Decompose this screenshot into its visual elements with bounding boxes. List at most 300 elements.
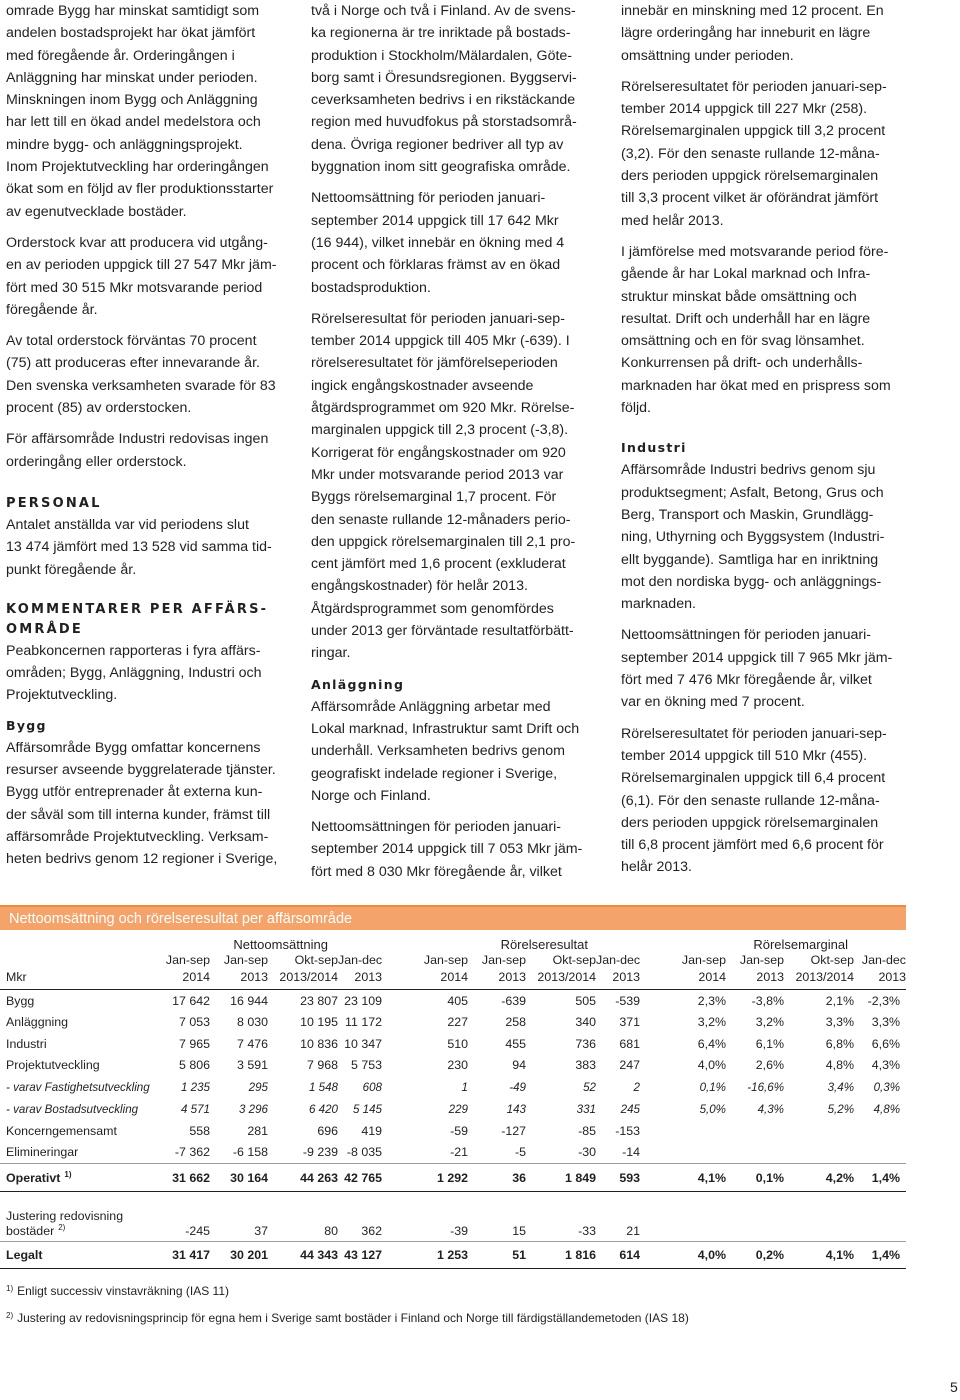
table-cell: 52 [583, 1080, 596, 1094]
table-cell: 558 [189, 1123, 210, 1138]
text-line: dena. Övriga regioner bedriver all typ av [311, 136, 564, 153]
data-table [0, 930, 906, 1269]
text-line: Av total orderstock förväntas 70 procent [6, 333, 257, 350]
paragraph [621, 241, 906, 419]
text-line: fört med 8 030 Mkr föregående år, vilket [311, 863, 562, 880]
table-cell: 7 476 [236, 1036, 268, 1051]
table-cell: 143 [506, 1102, 526, 1116]
table-row [0, 1242, 906, 1269]
text-line: ning, Uthyrning och Byggsystem (Industri- [621, 529, 885, 546]
table-cell: 43 127 [338, 1242, 394, 1269]
table-cell: 2,6% [755, 1058, 784, 1073]
table-cell: 1 [461, 1080, 468, 1094]
paragraph [621, 459, 906, 615]
text-line: Nettoomsättningen för perioden januari- [311, 819, 562, 836]
table-cell: -9 239 [268, 1142, 338, 1164]
table-cell: -16,6% [747, 1080, 784, 1094]
table-row [0, 1192, 906, 1242]
heading-kommentarer [6, 600, 284, 640]
text-line: av egenutvecklade bostäder. [6, 203, 187, 220]
row-label: Justering redovisning bostäder $^{2)}$ [6, 1208, 124, 1238]
table-cell: -49 [509, 1080, 526, 1094]
text-line: föregående år. [6, 301, 98, 318]
table-cell: 5 145 [352, 1102, 382, 1116]
column-header: Okt-sep 2013/2014 [795, 953, 855, 984]
table-row [0, 990, 906, 1012]
table-cell: 5,0% [699, 1102, 726, 1116]
table-cell: 383 [575, 1058, 596, 1073]
column-header: Okt-sep 2013/2014 [537, 953, 596, 984]
table-cell: 681 [619, 1036, 640, 1051]
table-row [0, 1055, 906, 1077]
text-line: resurser avseende byggrelaterade tjänster. [6, 762, 276, 779]
table-cell: 4,8% [873, 1102, 901, 1116]
table-cell: 362 [361, 1224, 382, 1238]
table-cell: 5 806 [178, 1058, 210, 1073]
table-cell: 6 420 [308, 1102, 338, 1116]
table-cell: 3,2% [755, 1015, 784, 1030]
table-cell [726, 1120, 784, 1142]
text-line: Affärsområde Anläggning arbetar med [311, 698, 551, 715]
text-line: Korrigerat för engångskostnader om 920 [311, 444, 566, 461]
text-line: Antalet anställda var vid periodens slut [6, 516, 249, 533]
text-line: ingick engångskostnader avseende [311, 377, 534, 394]
table-cell: 593 [596, 1164, 652, 1192]
table-cell [784, 1142, 854, 1164]
table-cell: 258 [505, 1015, 526, 1030]
table-row [0, 1076, 906, 1098]
table-cell: 5 753 [350, 1058, 382, 1073]
row-label: - varav Fastighetsutveckling [6, 1080, 150, 1094]
table-cell: 0,2% [726, 1242, 784, 1269]
text-line: byggnation inom sitt geografiska område. [311, 159, 571, 176]
table-cell: 8 030 [236, 1015, 268, 1030]
text-line: mot den nordiska bygg- och anläggnings- [621, 573, 882, 590]
text-line: (6,1). För den senaste rullande 12-måna- [621, 792, 880, 809]
text-line: ka regionerna är tre inriktade på bostads- [311, 25, 571, 42]
text-line: Åtgärdsprogrammet som genomfördes [311, 600, 554, 617]
table-cell: -30 [526, 1142, 596, 1164]
table-cell: 2,1% [825, 993, 855, 1008]
text-line: mindre bygg- och anläggningsprojekt. [6, 136, 243, 153]
text-line: gående år har Lokal marknad och Infra- [621, 266, 871, 283]
text-line: har lett till en ökad andel medelstora och [6, 114, 261, 131]
table-cell: 7 968 [306, 1058, 338, 1073]
table-cell: 7 053 [178, 1015, 210, 1030]
paragraph [621, 76, 906, 232]
table-cell: 30 201 [210, 1242, 268, 1269]
text-line: procent och förklaras främst av en ökad [311, 257, 561, 274]
table-cell: 31 417 [152, 1242, 210, 1269]
table-cell: -5 [468, 1142, 526, 1164]
paragraph [311, 308, 594, 665]
table-cell: -8 035 [338, 1142, 394, 1164]
text-line: två i Norge och två i Finland. Av de svens- [311, 3, 576, 19]
table-cell [854, 1142, 906, 1164]
text-line: med helår 2013. [621, 212, 724, 229]
table-cell: 42 765 [338, 1164, 394, 1192]
column-header-mkr: Mkr [6, 970, 27, 984]
paragraph [6, 640, 284, 707]
table-cell: 245 [620, 1102, 640, 1116]
text-line: (16 944), vilket innebär en ökning med 4 [311, 234, 565, 251]
table-cell [726, 1142, 784, 1164]
table-row [0, 1012, 906, 1034]
text-line: andelen bostadsprojekt har ökat jämfört [6, 25, 256, 42]
table-cell: -539 [615, 993, 640, 1008]
paragraph [6, 330, 284, 419]
text-line: 13 474 jämfört med 13 528 vid samma tid- [6, 539, 272, 556]
table-cell: 4,3% [871, 1058, 901, 1073]
footnote: $^{2)}$ Justering av redovisningsprincip för egna hem i Sverige samt bostäder i Finland och Norge till färdigställandemetoden (IAS 18) [6, 1311, 689, 1325]
text-line: den senaste rullande 12-månaders perio- [311, 511, 571, 528]
text-line: tember 2014 uppgick till 227 Mkr (258). [621, 101, 868, 118]
table-cell: 10 195 [300, 1015, 338, 1030]
paragraph [6, 514, 284, 581]
paragraph [621, 624, 906, 713]
table-cell: 4,1% [652, 1164, 726, 1192]
text-line: borg samt i Öresundsregionen. Byggservi- [311, 69, 577, 86]
table-cell [854, 1120, 906, 1142]
table-cell: 227 [447, 1015, 468, 1030]
text-line: der såväl som till interna kunder, främst till [6, 806, 271, 823]
table-cell: -33 [578, 1224, 596, 1238]
text-column-1 [6, 0, 284, 880]
heading-industri: Industri [621, 440, 687, 456]
text-line: innebär en minskning med 12 procent. En [621, 3, 884, 19]
table-cell: 3 296 [238, 1102, 268, 1116]
text-line: Orderstock kvar att producera vid utgång- [6, 234, 268, 251]
text-line: punkt föregående år. [6, 561, 137, 578]
table-cell: 4,8% [825, 1058, 855, 1073]
column-header: Jan-sep 2013 [223, 953, 268, 984]
table-cell: 247 [619, 1058, 640, 1073]
text-line: Lokal marknad, Infrastruktur samt Drift och [311, 720, 580, 737]
table-cell: 4,1% [784, 1242, 854, 1269]
text-line: Rörelseresultatet för perioden januari-sep- [621, 78, 887, 95]
footnote: $^{1)}$ Enligt successiv vinstavräkning (IAS 11) [6, 1284, 229, 1298]
table-cell: 4,0% [652, 1242, 726, 1269]
text-line: affärsområde Projektutveckling. Verksam- [6, 828, 269, 845]
text-line: ringar. [311, 645, 351, 662]
text-line: under 2013 ger förväntade resultatförbätt- [311, 623, 574, 640]
text-line: struktur minskat både omsättning och [621, 288, 857, 305]
table-cell: 6,1% [755, 1036, 784, 1051]
table-cell: 30 164 [210, 1164, 268, 1192]
group-header: Rörelseresultat [500, 937, 588, 952]
table-cell: -6 158 [210, 1142, 268, 1164]
column-header: Jan-sep 2013 [481, 953, 526, 984]
table-cell [652, 1142, 726, 1164]
table-cell: 331 [576, 1102, 596, 1116]
table-cell: 94 [512, 1058, 526, 1073]
text-line: tember 2014 uppgick till 405 Mkr (-639). I [311, 333, 570, 350]
table-cell [784, 1192, 854, 1242]
text-line: I jämförelse med motsvarande period före- [621, 243, 889, 260]
table-cell: 36 [468, 1164, 526, 1192]
table-cell: 371 [619, 1015, 640, 1030]
table-cell: 80 [324, 1224, 338, 1238]
text-line: den uppgick rörelsemarginalen till 2,1 pro- [311, 533, 576, 550]
table-cell: -127 [501, 1123, 526, 1138]
row-label: Anläggning [6, 1015, 69, 1030]
text-line: bostadsproduktion. [311, 279, 431, 296]
table-row [0, 1120, 906, 1142]
table-row [0, 1164, 906, 1192]
table-cell: 295 [248, 1080, 268, 1094]
paragraph [621, 0, 906, 67]
text-line: Berg, Transport och Maskin, Grundlägg- [621, 506, 874, 523]
text-line: områden; Bygg, Anläggning, Industri och [6, 665, 262, 682]
table-cell: 614 [596, 1242, 652, 1269]
table-cell: 3,2% [697, 1015, 726, 1030]
segment-table [0, 905, 906, 1269]
table-cell: -59 [450, 1123, 468, 1138]
table-cell: 3 591 [236, 1058, 268, 1073]
table-cell: 0,3% [873, 1080, 901, 1094]
column-header: Jan-sep 2014 [423, 953, 468, 984]
table-cell: 10 836 [300, 1036, 338, 1051]
paragraph [621, 723, 906, 879]
table-cell: -245 [185, 1224, 210, 1238]
table-cell: 1 548 [308, 1080, 338, 1094]
text-line: Rörelseresultat för perioden januari-sep- [311, 310, 565, 327]
table-cell: 736 [575, 1036, 596, 1051]
table-cell: 608 [362, 1080, 382, 1094]
text-line: För affärsområde Industri redovisas ingen [6, 431, 269, 448]
paragraph [311, 696, 594, 807]
row-label: Projektutveckling [6, 1058, 100, 1073]
text-line: marknaden har ökat med en prispress som [621, 377, 891, 394]
table-cell: 44 343 [268, 1242, 338, 1269]
table-cell: 1 292 [394, 1164, 468, 1192]
row-label: Bygg [6, 993, 35, 1008]
text-line: marginalen uppgick till 2,3 procent (-3,8). [311, 422, 569, 439]
text-line: underhåll. Verksamheten bedrivs genom [311, 743, 565, 760]
text-line: fört med 7 476 Mkr föregående år, vilket [621, 672, 872, 689]
text-line: helår 2013. [621, 859, 692, 876]
text-line: ellt byggande). Samtliga har en inriktning [621, 551, 879, 568]
table-cell: 5,2% [827, 1102, 855, 1116]
table-cell: -153 [615, 1123, 640, 1138]
text-line: fört med 30 515 Mkr motsvarande period [6, 279, 263, 296]
table-cell: 23 807 [300, 993, 338, 1008]
paragraph [6, 428, 284, 473]
column-header: Jan-sep 2013 [739, 953, 784, 984]
paragraph [6, 0, 284, 223]
text-line: ders perioden uppgick rörelsemarginalen [621, 814, 879, 831]
text-line: heten bedrivs genom 12 regioner i Sverige, [6, 851, 278, 868]
table-cell: 17 642 [172, 993, 210, 1008]
table-cell: 340 [575, 1015, 596, 1030]
text-line: (75) att produceras efter innevarande år. [6, 355, 260, 372]
row-label: Industri [6, 1036, 47, 1051]
text-line: resultat. Drift och underhåll har en lägre [621, 310, 871, 327]
table-cell: 1 849 [526, 1164, 596, 1192]
text-line: september 2014 uppgick till 7 965 Mkr jäm- [621, 649, 893, 666]
text-line: Byggs rörelsemarginal 1,7 procent. För [311, 489, 557, 506]
page-number: 5 [950, 1379, 958, 1395]
table-cell: -21 [394, 1142, 468, 1164]
table-cell: 696 [317, 1123, 338, 1138]
paragraph [311, 0, 594, 178]
table-cell: 7 965 [178, 1036, 210, 1051]
table-cell: 2 [633, 1080, 640, 1094]
text-line: Rörelseresultatet för perioden januari-sep- [621, 725, 887, 742]
table-cell: 6,6% [871, 1036, 901, 1051]
table-cell: 2,3% [697, 993, 726, 1008]
text-line: engångskostnader) för helår 2013. [311, 578, 528, 595]
text-line: september 2014 uppgick till 7 053 Mkr jäm- [311, 841, 583, 858]
table-cell: 31 662 [152, 1164, 210, 1192]
table-cell [726, 1192, 784, 1242]
table-row [0, 1098, 906, 1120]
text-line: Affärsområde Bygg omfattar koncernens [6, 739, 261, 756]
text-line: (3,2). För den senaste rullande 12-måna- [621, 145, 880, 162]
column-header: Okt-sep 2013/2014 [279, 953, 338, 984]
text-line: följd. [621, 400, 651, 417]
table-cell: -14 [596, 1142, 652, 1164]
table-cell: 1,4% [854, 1242, 906, 1269]
table-cell: 44 263 [268, 1164, 338, 1192]
text-line: var en ökning med 7 procent. [621, 694, 805, 711]
table-cell: 0,1% [699, 1080, 726, 1094]
text-line: Norge och Finland. [311, 787, 431, 804]
text-line: tember 2014 uppgick till 510 Mkr (455). [621, 747, 868, 764]
table-cell: 11 172 [345, 1015, 382, 1030]
text-line: KOMMENTARER PER AFFÄRS- [6, 601, 269, 617]
text-line: Peabkoncernen rapporteras i fyra affärs- [6, 642, 261, 659]
row-label: - varav Bostadsutveckling [6, 1102, 139, 1116]
table-cell: 4 571 [180, 1102, 210, 1116]
table-cell [652, 1120, 726, 1142]
text-line: en av perioden uppgick till 27 547 Mkr jäm- [6, 257, 277, 274]
table-cell: 4,3% [757, 1102, 784, 1116]
column-header: Jan-dec 2013 [596, 953, 641, 984]
text-line: till 3,3 procent vilket är oförändrat jämfört [621, 190, 879, 207]
text-line: Nettoomsättningen för perioden januari- [621, 627, 872, 644]
table-cell: 505 [575, 993, 596, 1008]
heading-bygg: Bygg [6, 717, 47, 733]
heading-personal: PERSONAL [6, 495, 102, 511]
text-line: region med huvudfokus på storstadsområ- [311, 114, 577, 131]
text-line: Mkr under motsvarande period 2013 var [311, 466, 564, 483]
row-label: Operativt $^{1)}$ [0, 1164, 152, 1192]
row-label: Elimineringar [0, 1142, 152, 1164]
table-cell: 23 109 [344, 993, 382, 1008]
table-cell: 6,8% [825, 1036, 855, 1051]
table-cell: -2,3% [867, 993, 901, 1008]
table-cell: -85 [578, 1123, 596, 1138]
table-cell: 1,4% [854, 1164, 906, 1192]
text-line: produktion i Stockholm/Mälardalen, Göte- [311, 47, 573, 64]
text-line: Anläggning har minskat under perioden. [6, 69, 258, 86]
table-cell: 21 [626, 1224, 640, 1238]
table-cell [784, 1120, 854, 1142]
text-line: åtgärdsprogrammet om 920 Mkr. Rörelse- [311, 400, 575, 417]
table-cell: 1 235 [180, 1080, 210, 1094]
text-line: produktsegment; Asfalt, Betong, Grus och [621, 484, 884, 501]
text-line: OMRÅDE [6, 621, 83, 637]
text-line: Affärsområde Industri bedrivs genom sju [621, 462, 876, 479]
text-line: med föregående år. Orderingången i [6, 47, 235, 64]
table-cell: 4,2% [784, 1164, 854, 1192]
text-line: Projektutveckling. [6, 687, 118, 704]
column-header: Jan-sep 2014 [681, 953, 726, 984]
table-cell: 37 [254, 1224, 268, 1238]
table-cell: 510 [447, 1036, 468, 1051]
column-header: Jan-dec 2013 [338, 953, 383, 984]
heading-anlaggning: Anläggning [311, 676, 405, 692]
column-header: Jan-dec 2013 [861, 953, 907, 984]
table-cell: 4,0% [697, 1058, 726, 1073]
text-line: ders perioden uppgick rörelsemarginalen [621, 168, 879, 185]
table-cell: 10 347 [344, 1036, 382, 1051]
table-cell: 281 [247, 1123, 268, 1138]
group-header: Rörelsemarginal [753, 937, 849, 952]
table-cell: -639 [501, 993, 526, 1008]
text-line: omsättning under perioden. [621, 47, 794, 64]
table-title: Nettoomsättning och rörelseresultat per affärsområde [0, 905, 906, 930]
table-cell: 0,1% [726, 1164, 784, 1192]
text-line: lägre orderingång har inneburit en lägre [621, 25, 871, 42]
text-line: Konkurrensen på drift- och underhålls- [621, 355, 863, 372]
text-line: ökat som en följd av fler produktionsstarter [6, 181, 274, 198]
table-cell: 51 [468, 1242, 526, 1269]
text-line: ceverksamheten bedrivs i en rikstäckande [311, 92, 576, 109]
text-line: Nettoomsättning för perioden januari- [311, 190, 546, 207]
text-line: Rörelsemarginalen uppgick till 3,2 procent [621, 123, 886, 140]
text-line: cent jämfört med 1,6 procent (exkluderat [311, 556, 566, 573]
table-cell: 3,4% [827, 1080, 855, 1094]
text-column-2 [311, 0, 594, 892]
paragraph [311, 187, 594, 298]
table-cell: 405 [447, 993, 468, 1008]
text-line: rörelseresultatet för jämförelseperioden [311, 355, 558, 372]
table-cell: 230 [447, 1058, 468, 1073]
table-cell [854, 1192, 906, 1242]
text-line: till 6,8 procent jämfört med 6,6 procent för [621, 837, 884, 854]
table-cell: 6,4% [697, 1036, 726, 1051]
text-line: omrade Bygg har minskat samtidigt som [6, 3, 260, 19]
table-cell: 3,3% [871, 1015, 901, 1030]
table-cell: 229 [448, 1102, 468, 1116]
text-line: Bygg utför entreprenader åt externa kun- [6, 784, 263, 801]
table-row [0, 1142, 906, 1164]
text-line: Inom Projektutveckling har orderingången [6, 159, 269, 176]
table-cell: 3,3% [825, 1015, 855, 1030]
table-cell: 16 944 [230, 993, 268, 1008]
table-cell: 455 [505, 1036, 526, 1051]
row-label: Koncerngemensamt [6, 1123, 117, 1138]
table-cell: 15 [512, 1224, 526, 1238]
table-cell: 1 253 [394, 1242, 468, 1269]
text-line: marknaden. [621, 596, 696, 613]
text-line: geografiskt indelade regioner i Sverige, [311, 765, 558, 782]
text-line: september 2014 uppgick till 17 642 Mkr [311, 212, 559, 229]
text-line: Den svenska verksamheten svarade för 83 [6, 377, 276, 394]
table-cell: 419 [361, 1123, 382, 1138]
text-column-3 [621, 0, 906, 888]
group-header: Nettoomsättning [233, 937, 328, 952]
text-line: Minskningen inom Bygg och Anläggning [6, 92, 258, 109]
text-line: omsättning och en för svag lönsamhet. [621, 333, 865, 350]
text-line: orderingång eller orderstock. [6, 453, 187, 470]
table-cell: 1 816 [526, 1242, 596, 1269]
column-header: Jan-sep 2014 [165, 953, 210, 984]
paragraph [311, 816, 594, 883]
text-line: procent (85) av orderstocken. [6, 400, 192, 417]
